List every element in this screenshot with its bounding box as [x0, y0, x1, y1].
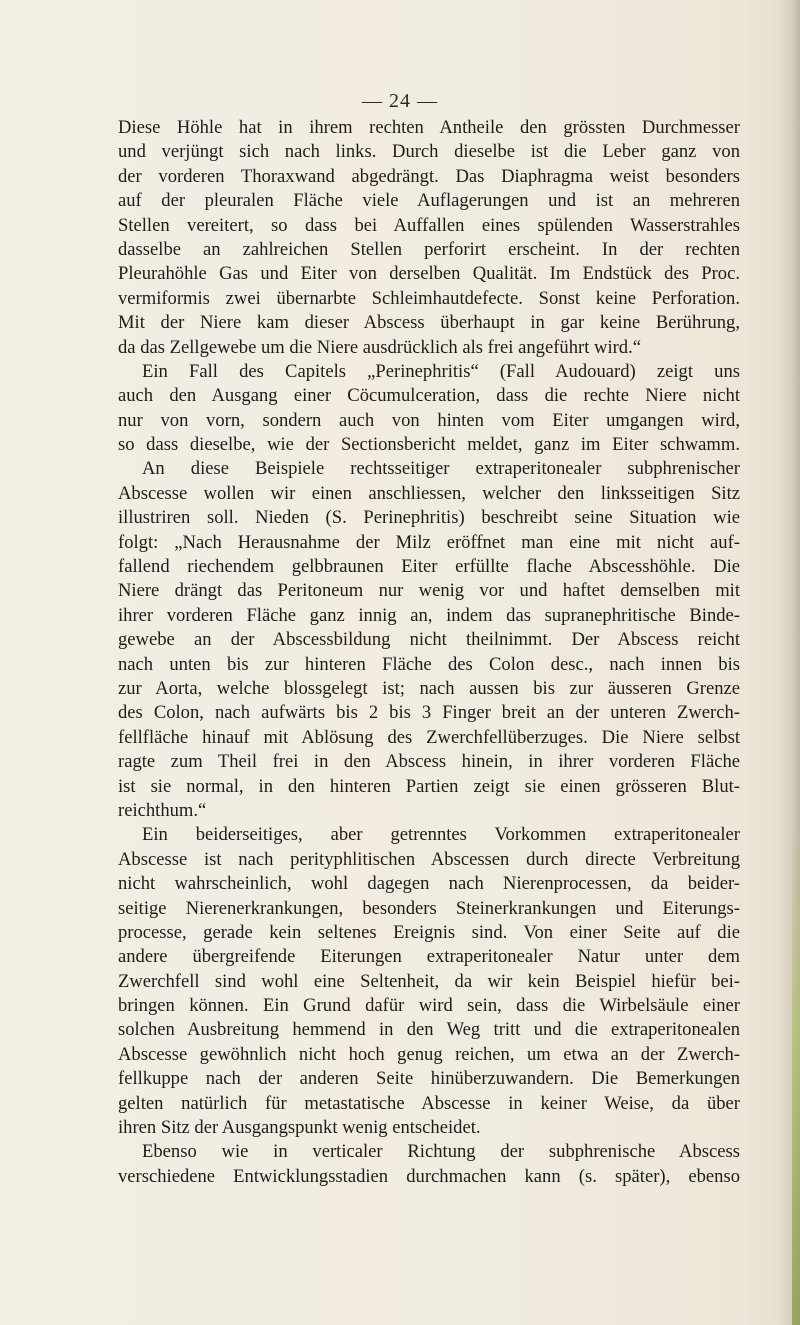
text-line: solchen Ausbreitung hemmend in den Weg tritt und die extraperitonealen: [118, 1019, 740, 1041]
text-line: illustriren soll. Nieden (S. Perinephritis) beschreibt seine Situation wie: [118, 507, 740, 529]
text-line: fellfläche hinauf mit Ablösung des Zwerchfellüberzuges. Die Niere selbst: [118, 726, 740, 748]
text-line: Abscesse gewöhnlich nicht hoch genug reichen, um etwa an der Zwerch-: [118, 1043, 740, 1065]
text-line: bringen können. Ein Grund dafür wird sein, dass die Wirbelsäule einer: [118, 995, 740, 1017]
text-line: so dass dieselbe, wie der Sectionsbericht meldet, ganz im Eiter schwamm.: [118, 434, 740, 456]
text-line: Stellen vereitert, so dass bei Auffallen eines spülenden Wasserstrahles: [118, 214, 740, 236]
text-line: verschiedene Entwicklungsstadien durchmachen kann (s. später), ebenso: [118, 1165, 740, 1187]
body-text: [118, 116, 740, 1189]
text-line: ihren Sitz der Ausgangspunkt wenig entscheidet.: [118, 1117, 481, 1139]
text-line: dasselbe an zahlreichen Stellen perforirt erscheint. In der rechten: [118, 238, 740, 260]
text-line: da das Zellgewebe um die Niere ausdrücklich als frei angeführt wird.“: [118, 336, 641, 358]
text-line: vermiformis zwei übernarbte Schleimhautdefecte. Sonst keine Perforation.: [118, 287, 740, 309]
text-line: Pleurahöhle Gas und Eiter von derselben Qualität. Im Endstück des Proc.: [118, 263, 740, 285]
page-number: — 24 —: [362, 90, 438, 112]
text-line: andere übergreifende Eiterungen extraperitonealer Natur unter dem: [118, 946, 740, 968]
text-line: reichthum.“: [118, 799, 207, 821]
text-line: ragte zum Theil frei in den Abscess hinein, in ihrer vorderen Fläche: [118, 751, 740, 773]
text-line: des Colon, nach aufwärts bis 2 bis 3 Finger breit an der unteren Zwerch-: [118, 702, 740, 724]
text-line: processe, gerade kein seltenes Ereignis sind. Von einer Seite auf die: [118, 921, 740, 943]
text-line: Abscesse ist nach perityphlitischen Abscessen durch directe Verbreitung: [118, 848, 740, 870]
paragraph-4: [118, 823, 740, 1140]
paragraph-3: [118, 457, 740, 823]
text-line: auch den Ausgang einer Cöcumulceration, dass die rechte Niere nicht: [118, 385, 740, 407]
paragraph-1: [118, 116, 740, 360]
text-line: gelten natürlich für metastatische Abscesse in keiner Weise, da über: [118, 1092, 740, 1114]
text-line: fellkuppe nach der anderen Seite hinüberzuwandern. Die Bemerkungen: [118, 1068, 740, 1090]
text-line: der vorderen Thoraxwand abgedrängt. Das Diaphragma weist besonders: [118, 165, 740, 187]
text-line: Diese Höhle hat in ihrem rechten Antheile den grössten Durchmesser: [118, 117, 740, 138]
paragraph-5: [118, 1140, 740, 1189]
text-line: nicht wahrscheinlich, wohl dagegen nach Nierenprocessen, da beider-: [118, 873, 740, 895]
text-line: folgt: „Nach Herausnahme der Milz eröffnet man eine mit nicht auf-: [118, 531, 740, 553]
text-line: Ebenso wie in verticaler Richtung der subphrenische Abscess: [142, 1141, 740, 1163]
paragraph-2: [118, 360, 740, 458]
text-line: Ein beiderseitiges, aber getrenntes Vorkommen extraperitonealer: [142, 824, 740, 846]
text-line: zur Aorta, welche blossgelegt ist; nach aussen bis zur äusseren Grenze: [118, 677, 740, 699]
text-line: ihrer vorderen Fläche ganz innig an, indem das supranephritische Binde-: [118, 604, 740, 626]
text-line: seitige Nierenerkrankungen, besonders Steinerkrankungen und Eiterungs-: [118, 897, 740, 919]
text-line: An diese Beispiele rechtsseitiger extraperitonealer subphrenischer: [142, 458, 740, 480]
text-line: Abscesse wollen wir einen anschliessen, welcher den linksseitigen Sitz: [118, 482, 740, 504]
text-line: ist sie normal, in den hinteren Partien zeigt sie einen grösseren Blut-: [118, 775, 740, 797]
text-line: gewebe an der Abscessbildung nicht theilnimmt. Der Abscess reicht: [118, 629, 740, 651]
text-line: Zwerchfell sind wohl eine Seltenheit, da wir kein Beispiel hiefür bei-: [118, 970, 740, 992]
text-line: Mit der Niere kam dieser Abscess überhaupt in gar keine Berührung,: [118, 312, 740, 334]
text-line: Niere drängt das Peritoneum nur wenig vor und haftet demselben mit: [118, 580, 740, 602]
page-edge-tint: [792, 820, 800, 1325]
text-line: Ein Fall des Capitels „Perinephritis“ (Fall Audouard) zeigt uns: [142, 360, 740, 382]
text-line: fallend riechendem gelbbraunen Eiter erfüllte flache Abscesshöhle. Die: [118, 556, 740, 578]
text-line: auf der pleuralen Fläche viele Auflagerungen und ist an mehreren: [118, 190, 740, 212]
text-line: und verjüngt sich nach links. Durch dieselbe ist die Leber ganz von: [118, 141, 740, 163]
text-line: nach unten bis zur hinteren Fläche des Colon desc., nach innen bis: [118, 653, 740, 675]
text-line: nur von vorn, sondern auch von hinten vom Eiter umgangen wird,: [118, 409, 740, 431]
